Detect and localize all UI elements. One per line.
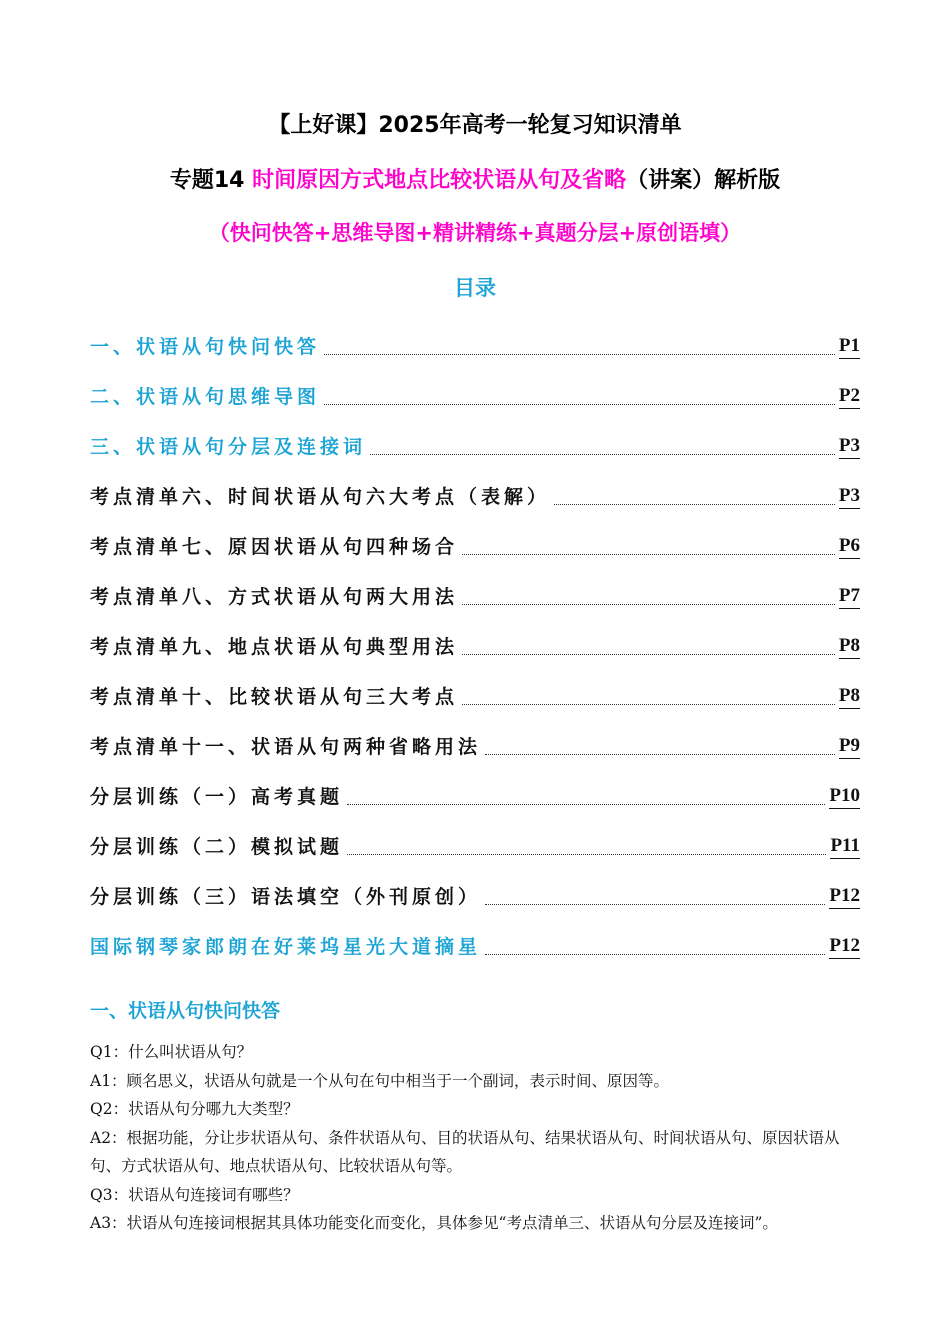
section-heading: 一、状语从句快问快答: [90, 1000, 281, 1022]
toc-dot-leader: [462, 553, 835, 555]
topic-title: [0, 163, 950, 194]
toc-title: 目录: [454, 276, 496, 300]
toc-entry-page: P6: [839, 534, 860, 559]
toc-entry-page: P2: [839, 384, 860, 409]
toc-dot-leader: [485, 903, 825, 905]
toc-entry[interactable]: [90, 318, 860, 368]
toc-entry-label: 一、状语从句快问快答: [90, 336, 321, 358]
toc-entry[interactable]: [90, 918, 860, 968]
toc-dot-leader: [462, 703, 835, 705]
toc-entry-page: P12: [829, 934, 860, 959]
toc-entry-page: P3: [839, 434, 860, 459]
toc-entry[interactable]: [90, 368, 860, 418]
toc-entry-page: P11: [830, 834, 860, 859]
question-text: Q1：什么叫状语从句？: [90, 1043, 253, 1061]
toc-dot-leader: [485, 953, 825, 955]
toc-dot-leader: [324, 403, 835, 405]
toc-entry-page: P1: [839, 334, 860, 359]
toc-entry-label: 考点清单七、原因状语从句四种场合: [90, 536, 459, 558]
topic-subtitle: （快问快答+思维导图+精讲精练+真题分层+原创语填）: [208, 221, 742, 245]
toc-entry-page: P12: [829, 884, 860, 909]
topic-suffix: （讲案）解析版: [626, 168, 781, 193]
answer-text: A3：状语从句连接词根据其具体功能变化而变化，具体参见“考点清单三、状语从句分层及连接词”。: [90, 1214, 778, 1232]
toc-dot-leader: [554, 503, 835, 505]
question-text: Q2：状语从句分哪九大类型？: [90, 1100, 299, 1118]
answer-text: A1：顾名思义，状语从句就是一个从句在句中相当于一个副词，表示时间、原因等。: [90, 1071, 670, 1090]
toc-entry-page: P3: [839, 484, 860, 509]
toc-entry-page: P8: [839, 634, 860, 659]
toc-entry-page: P8: [839, 684, 860, 709]
toc-entry[interactable]: [90, 668, 860, 718]
toc-dot-leader: [324, 353, 835, 355]
toc-entry-label: 考点清单八、方式状语从句两大用法: [90, 586, 459, 608]
toc-entry[interactable]: [90, 868, 860, 918]
toc-entry[interactable]: [90, 818, 860, 868]
toc-entry-label: 考点清单六、时间状语从句六大考点（表解）: [90, 486, 551, 508]
toc-dot-leader: [347, 853, 826, 855]
toc-dot-leader: [485, 753, 835, 755]
toc-entry-label: 考点清单十一、状语从句两种省略用法: [90, 736, 482, 758]
toc-dot-leader: [347, 803, 825, 805]
toc-entry-label: 考点清单九、地点状语从句典型用法: [90, 636, 459, 658]
toc-entry[interactable]: [90, 568, 860, 618]
toc-entry-page: P9: [839, 734, 860, 759]
toc-entry[interactable]: [90, 768, 860, 818]
toc-dot-leader: [462, 653, 835, 655]
toc-entry[interactable]: [90, 718, 860, 768]
toc-entry-label: 分层训练（三）语法填空（外刊原创）: [90, 886, 482, 908]
topic-highlight: 时间原因方式地点比较状语从句及省略: [252, 168, 627, 193]
toc-entry-label: 国际钢琴家郎朗在好莱坞星光大道摘星: [90, 936, 482, 958]
toc-entry[interactable]: [90, 468, 860, 518]
toc-entry-page: P10: [829, 784, 860, 809]
table-of-contents: [90, 318, 860, 968]
toc-entry-label: 分层训练（一）高考真题: [90, 786, 344, 808]
document-title: 【上好课】2025年高考一轮复习知识清单: [268, 113, 682, 138]
toc-entry-label: 分层训练（二）模拟试题: [90, 836, 344, 858]
toc-entry-page: P7: [839, 584, 860, 609]
toc-entry-label: 考点清单十、比较状语从句三大考点: [90, 686, 459, 708]
answer-text: A2：根据功能，分让步状语从句、条件状语从句、目的状语从句、结果状语从句、时间状语从句、原因状语从句、方式状语从句、地点状语从句、比较状语从句等。: [90, 1128, 840, 1175]
toc-entry[interactable]: [90, 518, 860, 568]
toc-entry-label: 二、状语从句思维导图: [90, 386, 321, 408]
toc-entry[interactable]: [90, 618, 860, 668]
qa-list: [90, 1038, 860, 1238]
question-text: Q3：状语从句连接词有哪些？: [90, 1185, 299, 1204]
toc-entry[interactable]: [90, 418, 860, 468]
toc-dot-leader: [462, 603, 835, 605]
topic-prefix: 专题14: [169, 168, 253, 193]
toc-entry-label: 三、状语从句分层及连接词: [90, 436, 367, 458]
toc-dot-leader: [370, 453, 835, 455]
